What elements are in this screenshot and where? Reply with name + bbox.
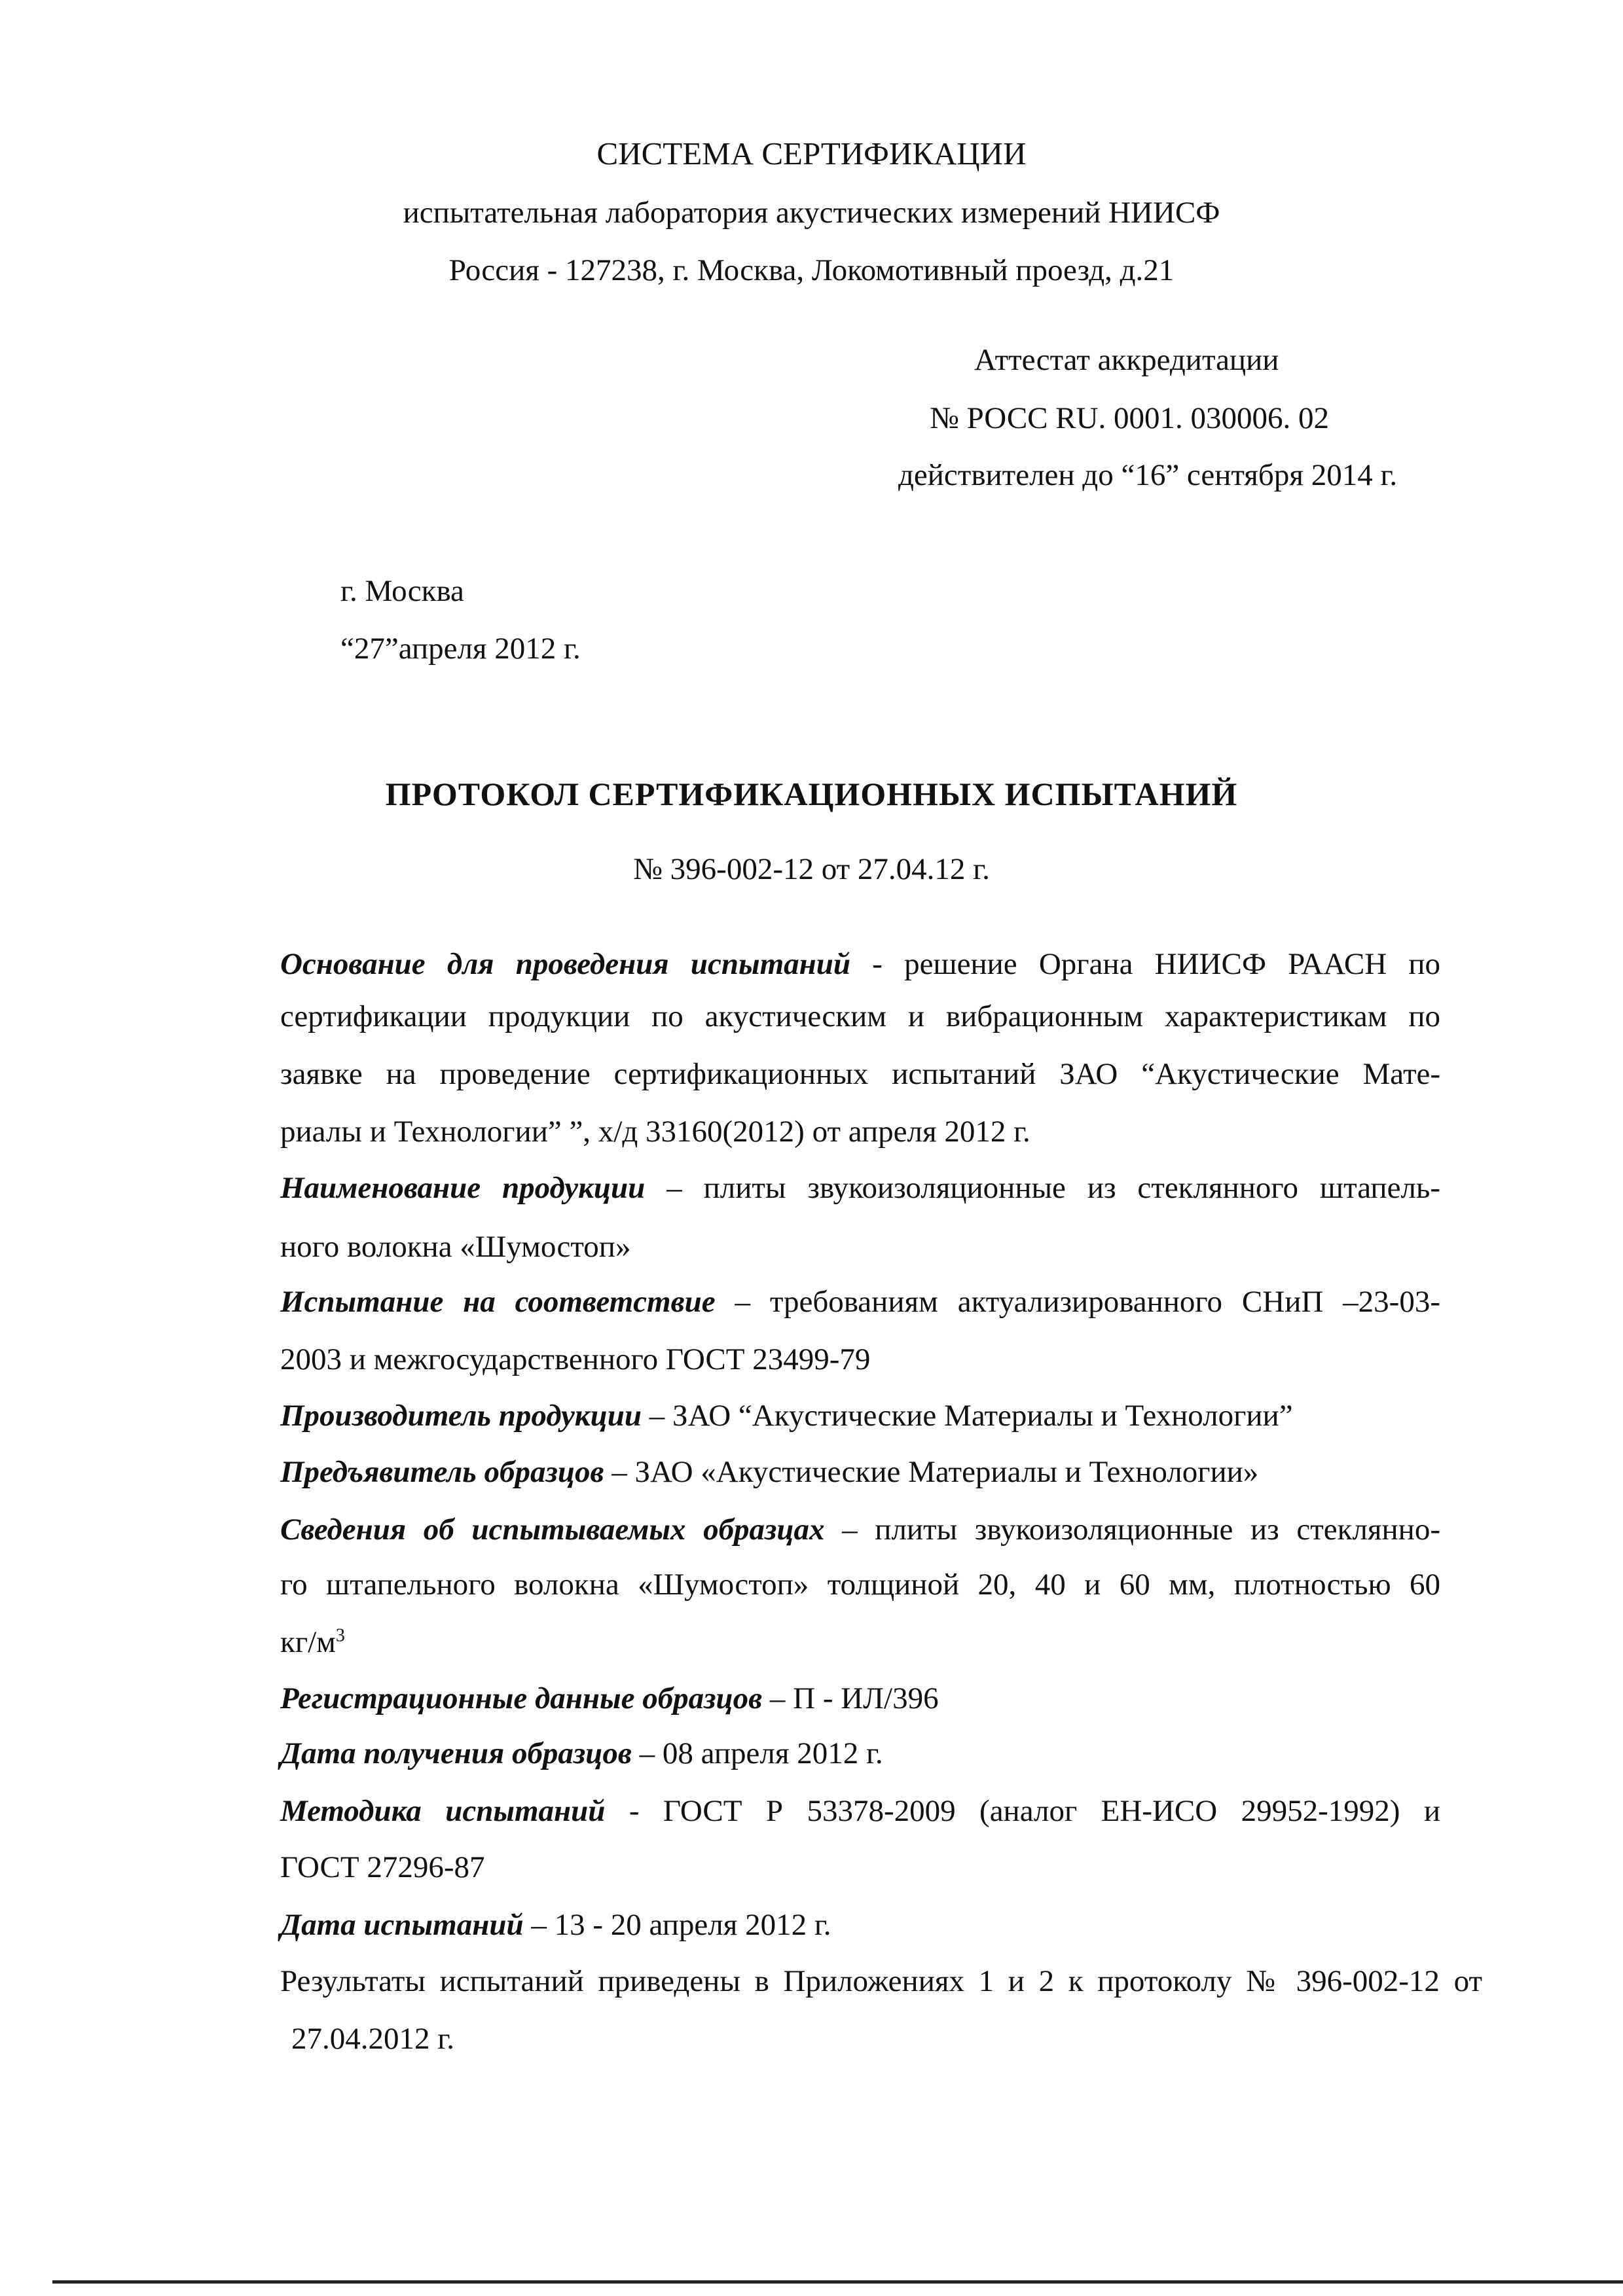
received-text: – 08 апреля 2012 г. (631, 1736, 883, 1770)
method-label: Методика испытаний (280, 1794, 606, 1828)
product-line-1 (280, 1173, 1440, 1204)
certification-system-title: СИСТЕМА СЕРТИФИКАЦИИ (596, 135, 1027, 171)
basis-line-4: риалы и Технологии” ”, х/д 33160(2012) от апреля 2012 г. (280, 1115, 1030, 1149)
samples-line-1 (280, 1515, 1440, 1545)
basis-line-1 (280, 949, 1440, 980)
basis-line-2: сертификации продукции по акустическим и вибрационным характеристикам по (280, 999, 1440, 1033)
presenter-text: – ЗАО «Акустические Материалы и Технологии» (604, 1455, 1259, 1489)
registration-line (280, 1683, 939, 1714)
test-date-text: – 13 - 20 апреля 2012 г. (523, 1908, 831, 1942)
samples-unit-superscript: 3 (335, 1625, 345, 1646)
manufacturer-label: Производитель продукции (280, 1399, 642, 1433)
issue-date: “27”апреля 2012 г. (340, 632, 581, 666)
protocol-title: ПРОТОКОЛ СЕРТИФИКАЦИОННЫХ ИСПЫТАНИЙ (385, 776, 1238, 812)
compliance-text-1: – требованиям актуализированного СНиП –23-03- (715, 1285, 1440, 1319)
accreditation-validity: действителен до “16” сентября 2014 г. (898, 458, 1398, 492)
basis-line-3: заявке на проведение сертификационных испытаний ЗАО “Акустические Мате- (280, 1057, 1440, 1091)
registration-label: Регистрационные данные образцов (280, 1681, 763, 1715)
compliance-label: Испытание на соответствие (280, 1285, 716, 1319)
samples-text-1: – плиты звукоизоляционные из стеклянно- (824, 1513, 1440, 1547)
compliance-line-2: 2003 и межгосударственного ГОСТ 23499-79 (280, 1342, 871, 1376)
product-text-1: – плиты звукоизоляционные из стеклянного штапель- (645, 1171, 1440, 1205)
presenter-line (280, 1457, 1258, 1488)
manufacturer-text: – ЗАО “Акустические Материалы и Технологии” (642, 1399, 1293, 1433)
protocol-number: № 396-002-12 от 27.04.12 г. (633, 852, 990, 886)
manufacturer-line (280, 1401, 1293, 1431)
received-line (280, 1738, 883, 1769)
samples-label: Сведения об испытываемых образцах (280, 1513, 825, 1547)
accreditation-number: № РОСС RU. 0001. 030006. 02 (930, 401, 1330, 435)
results-line-1: Результаты испытаний приведены в Приложениях 1 и 2 к протоколу № 396-002-12 от (280, 1964, 1482, 1998)
samples-line-3 (280, 1627, 345, 1658)
accreditation-title: Аттестат аккредитации (974, 343, 1279, 377)
bottom-edge-line (52, 2280, 1623, 2284)
method-line-2: ГОСТ 27296-87 (280, 1850, 485, 1884)
lab-address: Россия - 127238, г. Москва, Локомотивный проезд, д.21 (448, 253, 1175, 287)
test-date-label: Дата испытаний (280, 1908, 524, 1942)
samples-unit: кг/м (280, 1625, 336, 1659)
compliance-line-1 (280, 1287, 1440, 1318)
received-label: Дата получения образцов (280, 1736, 632, 1770)
city: г. Москва (340, 574, 464, 608)
samples-line-2: го штапельного волокна «Шумостоп» толщиной 20, 40 и 60 мм, плотностью 60 (280, 1568, 1440, 1602)
method-line-1 (280, 1796, 1440, 1827)
basis-text-1: - решение Органа НИИСФ РААСН по (850, 947, 1440, 981)
lab-name: испытательная лаборатория акустических измерений НИИСФ (403, 196, 1220, 230)
method-text-1: - ГОСТ Р 53378-2009 (аналог ЕН-ИСО 29952-1992) и (605, 1794, 1440, 1828)
presenter-label: Предъявитель образцов (280, 1455, 604, 1489)
results-line-2: 27.04.2012 г. (291, 2022, 454, 2056)
test-date-line (280, 1910, 831, 1941)
registration-text: – П - ИЛ/396 (762, 1681, 939, 1715)
basis-label: Основание для проведения испытаний (280, 947, 850, 981)
product-label: Наименование продукции (280, 1171, 646, 1205)
product-line-2: ного волокна «Шумостоп» (280, 1230, 631, 1264)
